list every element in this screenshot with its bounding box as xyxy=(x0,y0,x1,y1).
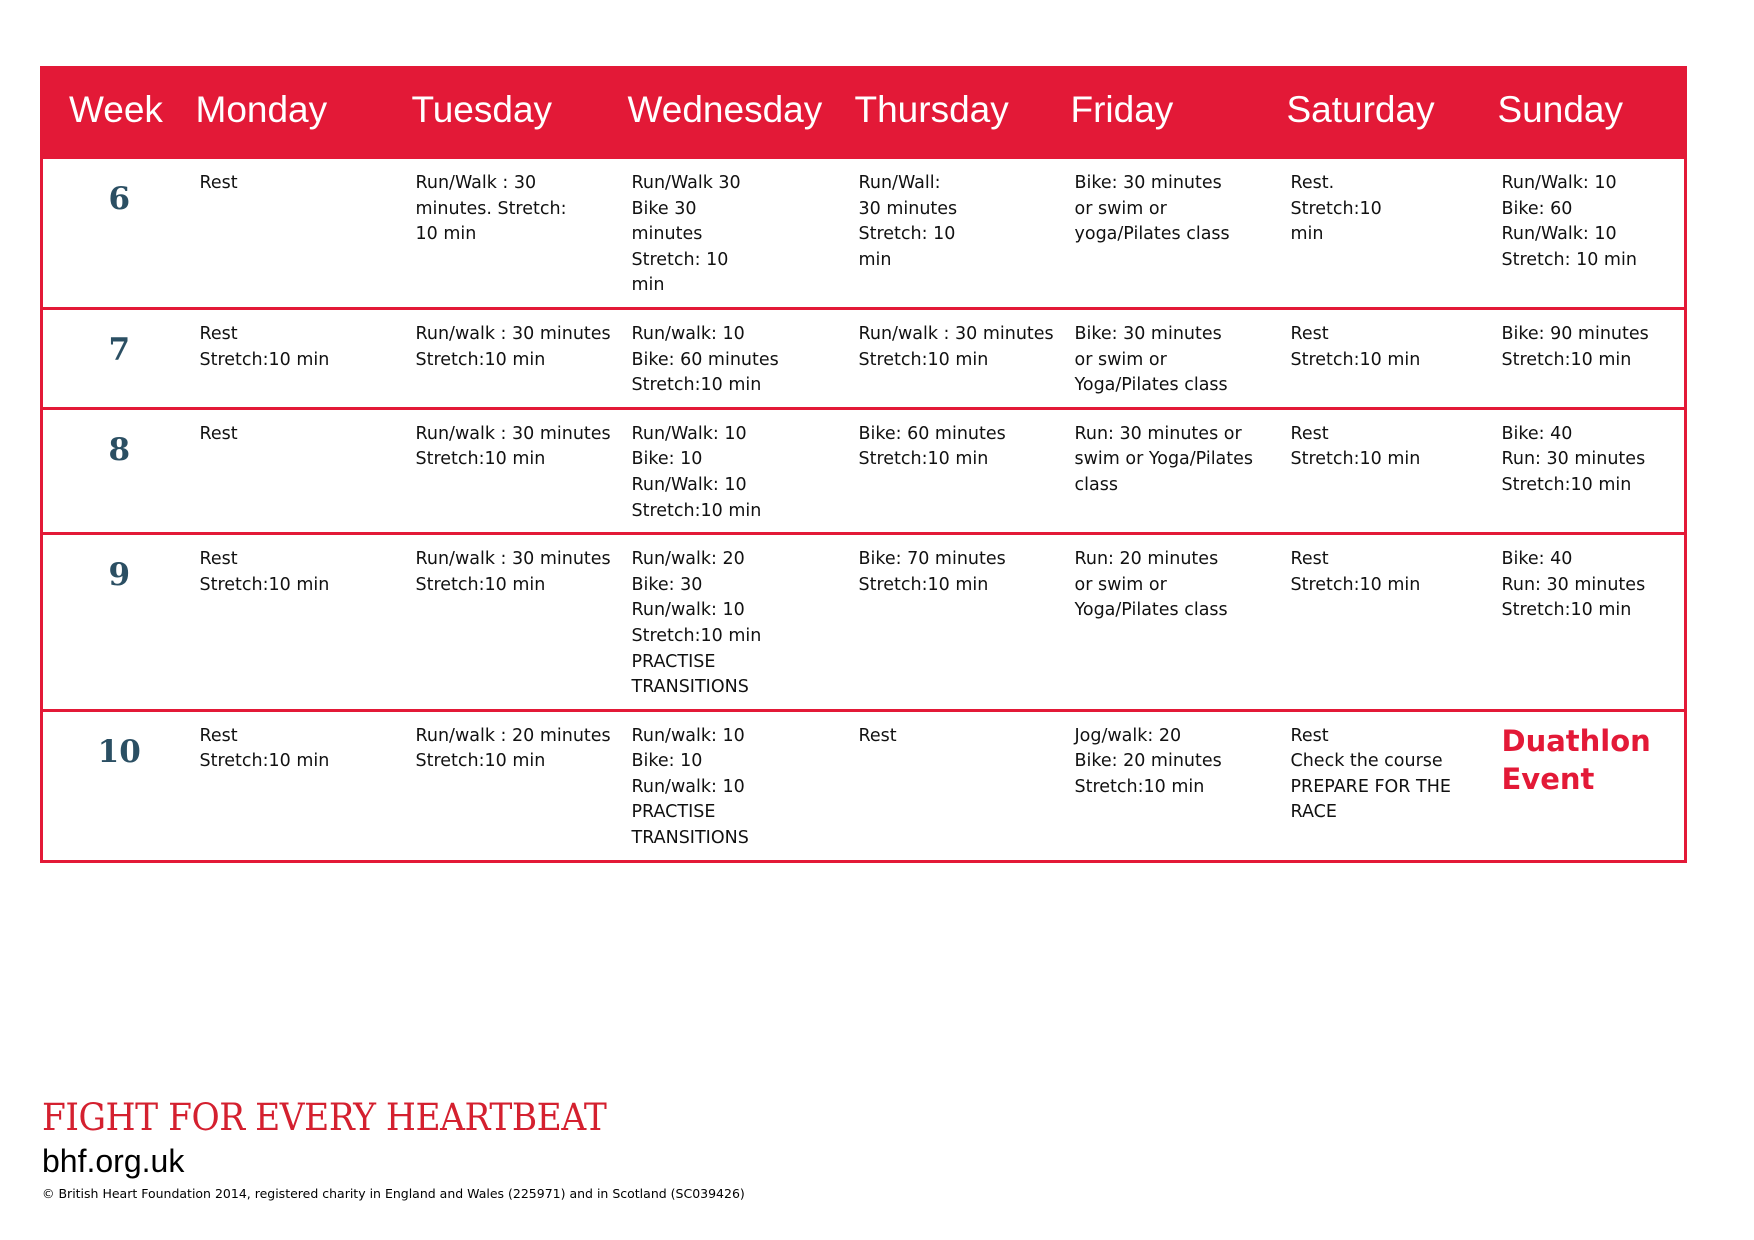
activity-line: Bike 30 xyxy=(631,198,697,219)
cell-tuesday xyxy=(412,534,628,711)
activity-line: Stretch:10 min xyxy=(1290,574,1421,595)
cell-friday xyxy=(1071,308,1287,408)
header-sunday: Sunday xyxy=(1497,88,1623,130)
cell-monday xyxy=(196,534,412,711)
header-week: Week xyxy=(69,88,163,130)
cell-friday xyxy=(1071,158,1287,309)
cell-saturday xyxy=(1287,710,1498,861)
activity-line: Run/Walk: 10 xyxy=(1501,224,1617,245)
activity-line: Rest xyxy=(199,549,238,570)
activity-line: min xyxy=(631,275,665,296)
activity-line: Stretch:10 min xyxy=(415,574,546,595)
cell-thursday xyxy=(855,158,1071,309)
activity-line: Bike: 40 xyxy=(1501,423,1573,444)
cell-wednesday xyxy=(628,158,855,309)
cell-thursday xyxy=(855,534,1071,711)
week-number: 7 xyxy=(108,331,131,368)
activity-line: RACE xyxy=(1290,802,1337,823)
activity-line: Run/walk : 20 minutes xyxy=(415,725,611,746)
activity-line: Stretch: 10 xyxy=(631,249,729,270)
cell-wednesday xyxy=(628,710,855,861)
cell-sunday xyxy=(1498,408,1686,533)
week-row xyxy=(42,710,1686,861)
cell-monday xyxy=(196,408,412,533)
website-link[interactable]: bhf.org.uk xyxy=(42,1143,185,1179)
week-row xyxy=(42,308,1686,408)
cell-thursday xyxy=(855,408,1071,533)
activity-line: 30 minutes xyxy=(858,198,958,219)
activity-line: Bike: 40 xyxy=(1501,549,1573,570)
activity-line: Bike: 30 minutes xyxy=(1074,173,1222,193)
activity-line: PRACTISE xyxy=(631,802,716,823)
activity-line: Rest xyxy=(1290,549,1329,570)
activity-line: Check the course xyxy=(1290,751,1443,772)
activity-line: Stretch:10 min xyxy=(199,574,330,595)
header-monday: Monday xyxy=(195,88,328,130)
cell-tuesday xyxy=(412,308,628,408)
header-saturday: Saturday xyxy=(1286,88,1435,130)
activity-line: Yoga/Pilates class xyxy=(1074,600,1228,621)
activity-line: Stretch:10 min xyxy=(1290,349,1421,370)
week-row xyxy=(42,158,1686,309)
activity-line: Run/Walk 30 xyxy=(631,173,741,193)
activity-line: Bike: 90 minutes xyxy=(1501,323,1649,344)
activity-line: Stretch:10 min xyxy=(1501,474,1632,495)
activity-line: Stretch:10 min xyxy=(199,751,330,772)
activity-line: Stretch:10 min xyxy=(858,449,989,470)
activity-line: Run/Walk: 10 xyxy=(631,474,747,495)
activity-line: Rest xyxy=(199,423,238,444)
activity-line: Run/Walk: 10 xyxy=(1501,173,1617,193)
activity-line: Stretch:10 min xyxy=(1501,600,1632,621)
copyright-notice: © British Heart Foundation 2014, registered charity in England and Wales (225971) and in Scotland (SC039426) xyxy=(42,1186,745,1201)
activity-line: Run/walk : 30 minutes xyxy=(415,549,611,570)
activity-line: Run/Walk: 10 xyxy=(631,423,747,444)
cell-sunday xyxy=(1498,534,1686,711)
activity-line: PREPARE FOR THE xyxy=(1290,776,1451,797)
activity-line: Stretch:10 min xyxy=(199,349,330,370)
activity-line: Rest xyxy=(1290,725,1329,746)
activity-line: TRANSITIONS xyxy=(631,677,749,698)
activity-line: Yoga/Pilates class xyxy=(1074,375,1228,396)
schedule-body xyxy=(42,158,1686,862)
cell-wednesday xyxy=(628,408,855,533)
activity-line: Rest xyxy=(858,725,897,746)
activity-line: Run/walk: 10 xyxy=(631,323,745,344)
cell-thursday xyxy=(855,710,1071,861)
cell-friday xyxy=(1071,534,1287,711)
header-thursday: Thursday xyxy=(854,88,1009,130)
activity-line: Stretch:10 min xyxy=(415,349,546,370)
activity-line: Bike: 60 minutes xyxy=(631,349,779,370)
activity-line: Bike: 10 xyxy=(631,449,703,470)
cell-wednesday xyxy=(628,308,855,408)
activity-line: Stretch:10 xyxy=(1290,198,1382,219)
activity-line: Run/Wall: xyxy=(858,173,941,193)
activity-line: Rest xyxy=(1290,423,1329,444)
training-schedule-table xyxy=(40,66,1687,863)
activity-line: Rest xyxy=(199,725,238,746)
activity-line: TRANSITIONS xyxy=(631,828,749,849)
activity-line: min xyxy=(858,249,892,270)
cell-sunday xyxy=(1498,158,1686,309)
activity-line: Stretch:10 min xyxy=(415,449,546,470)
week-row xyxy=(42,534,1686,711)
activity-line: Rest xyxy=(199,323,238,344)
cell-sunday xyxy=(1498,308,1686,408)
activity-line: Rest xyxy=(199,173,238,193)
cell-friday xyxy=(1071,710,1287,861)
activity-line: Stretch:10 min xyxy=(1501,349,1632,370)
activity-line: Stretch: 10 min xyxy=(1501,249,1637,270)
activity-line: minutes xyxy=(631,224,703,245)
event-label: Event xyxy=(1501,761,1595,796)
cell-monday xyxy=(196,308,412,408)
activity-line: Run/walk : 30 minutes xyxy=(858,323,1054,344)
activity-line: Stretch:10 min xyxy=(1074,776,1205,797)
header-tuesday: Tuesday xyxy=(411,88,553,130)
activity-line: or swim or xyxy=(1074,574,1167,595)
activity-line: Run/walk : 30 minutes xyxy=(415,423,611,444)
activity-line: Rest. xyxy=(1290,173,1335,193)
activity-line: Stretch:10 min xyxy=(858,349,989,370)
cell-tuesday xyxy=(412,158,628,309)
activity-line: Run: 30 minutes xyxy=(1501,574,1646,595)
activity-line: Bike: 70 minutes xyxy=(858,549,1006,570)
activity-line: Jog/walk: 20 xyxy=(1074,725,1182,746)
week-row xyxy=(42,408,1686,533)
activity-line: min xyxy=(1290,224,1324,245)
activity-line: Stretch:10 min xyxy=(631,500,762,521)
activity-line: 10 min xyxy=(415,224,477,245)
header-friday: Friday xyxy=(1070,88,1174,130)
activity-line: Bike: 60 xyxy=(1501,198,1573,219)
event-label: Duathlon xyxy=(1501,723,1651,758)
cell-saturday xyxy=(1287,308,1498,408)
activity-line: Stretch:10 min xyxy=(415,751,546,772)
activity-line: Run: 30 minutes or xyxy=(1074,423,1242,444)
cell-monday xyxy=(196,158,412,309)
activity-line: Run/walk: 20 xyxy=(631,549,745,570)
week-number: 6 xyxy=(108,181,131,217)
activity-line: swim or Yoga/Pilates xyxy=(1074,449,1254,470)
activity-line: Stretch:10 min xyxy=(858,574,989,595)
cell-thursday xyxy=(855,308,1071,408)
activity-line: Bike: 30 minutes xyxy=(1074,323,1222,344)
activity-line: Run/walk: 10 xyxy=(631,725,745,746)
activity-line: Bike: 60 minutes xyxy=(858,423,1006,444)
header-row xyxy=(42,68,1686,158)
cell-wednesday xyxy=(628,534,855,711)
activity-line: Run: 20 minutes xyxy=(1074,549,1219,570)
tagline: FIGHT FOR EVERY HEARTBEAT xyxy=(42,1096,607,1139)
activity-line: yoga/Pilates class xyxy=(1074,224,1230,245)
week-number: 9 xyxy=(108,557,131,594)
cell-saturday xyxy=(1287,534,1498,711)
activity-line: Stretch:10 min xyxy=(631,625,762,646)
activity-line: class xyxy=(1074,474,1118,495)
cell-saturday xyxy=(1287,408,1498,533)
footer xyxy=(42,1097,745,1203)
activity-line: Stretch: 10 xyxy=(858,224,956,245)
activity-line: PRACTISE xyxy=(631,651,716,672)
activity-line: or swim or xyxy=(1074,349,1167,370)
activity-line: Run/walk: 10 xyxy=(631,600,745,621)
activity-line: Stretch:10 min xyxy=(1290,449,1421,470)
activity-line: or swim or xyxy=(1074,198,1167,219)
week-number: 8 xyxy=(108,431,131,468)
cell-saturday xyxy=(1287,158,1498,309)
activity-line: minutes. Stretch: xyxy=(415,198,567,219)
activity-line: Stretch:10 min xyxy=(631,375,762,396)
activity-line: Run/walk : 30 minutes xyxy=(415,323,611,344)
cell-friday xyxy=(1071,408,1287,533)
activity-line: Bike: 20 minutes xyxy=(1074,751,1222,772)
cell-monday xyxy=(196,710,412,861)
header-wednesday: Wednesday xyxy=(627,88,823,130)
cell-sunday xyxy=(1498,710,1686,861)
activity-line: Bike: 30 xyxy=(631,574,703,595)
activity-line: Run/walk: 10 xyxy=(631,776,745,797)
activity-line: Rest xyxy=(1290,323,1329,344)
cell-tuesday xyxy=(412,710,628,861)
activity-line: Run: 30 minutes xyxy=(1501,449,1646,470)
activity-line: Run/Walk : 30 xyxy=(415,173,537,193)
activity-line: Bike: 10 xyxy=(631,751,703,772)
cell-tuesday xyxy=(412,408,628,533)
week-number: 10 xyxy=(97,733,141,770)
